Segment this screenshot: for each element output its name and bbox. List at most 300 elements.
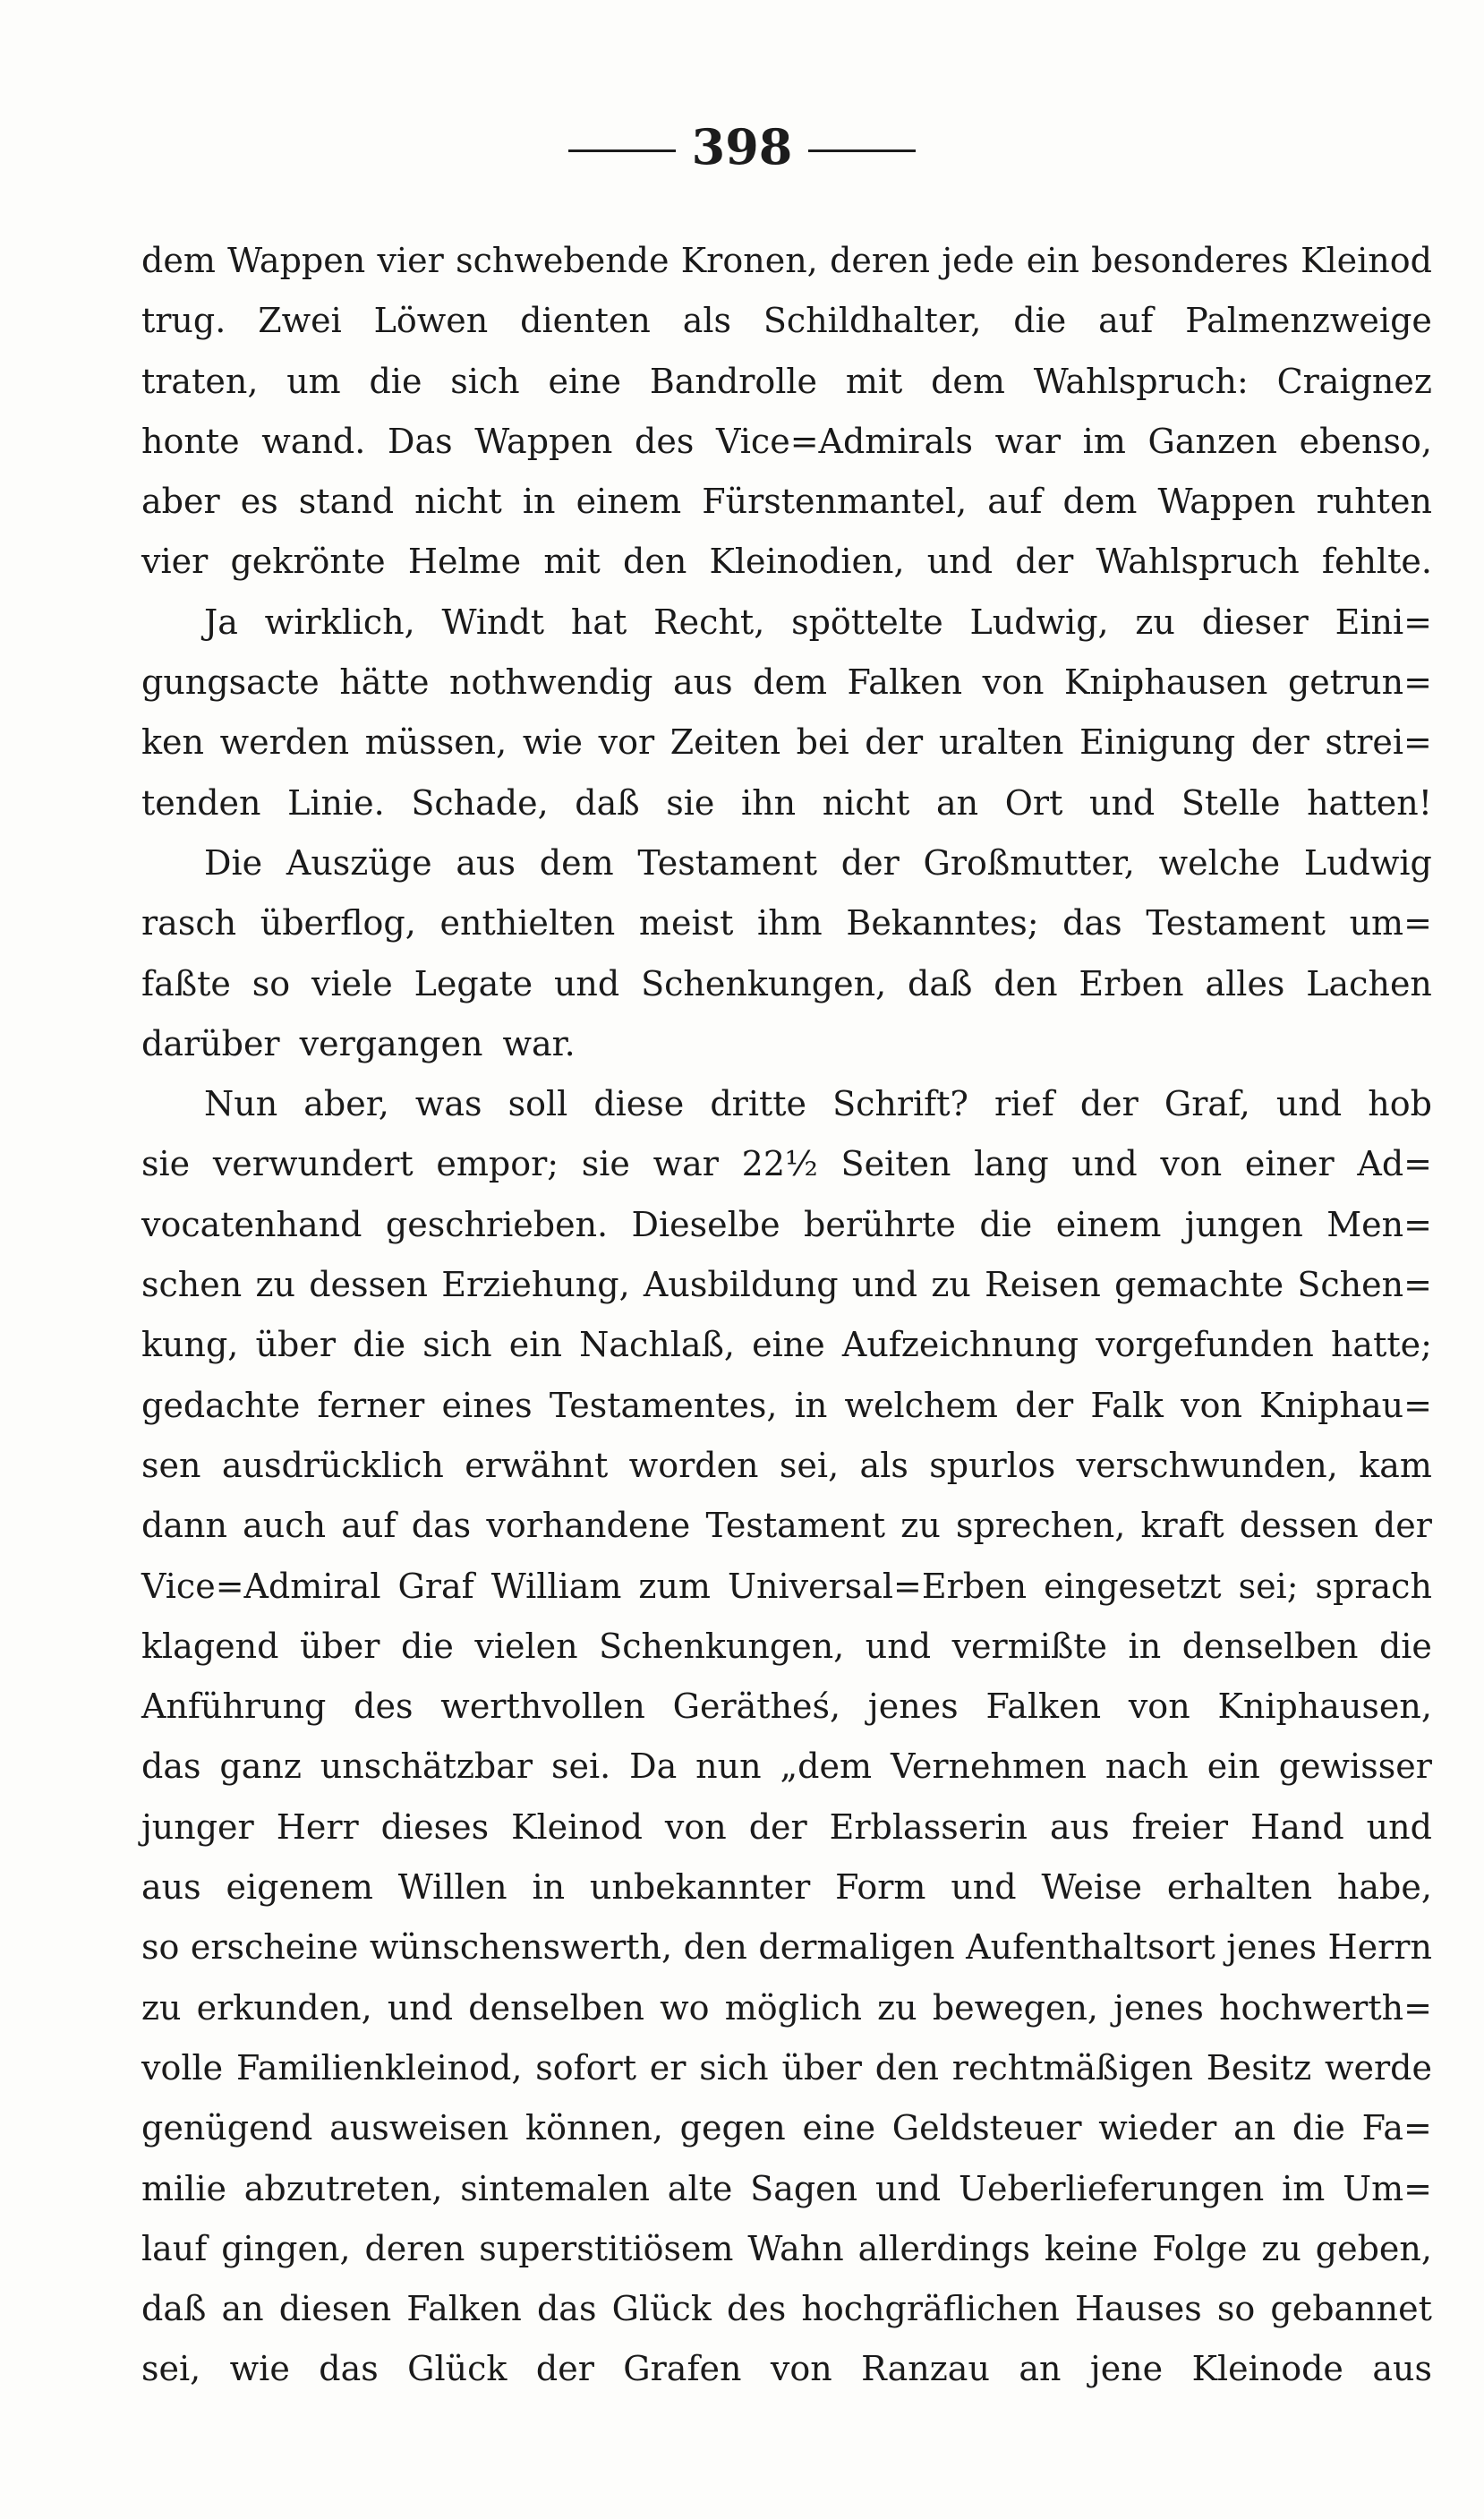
word: Um= <box>1343 2168 1432 2208</box>
word: müssen, <box>364 722 507 763</box>
word: Familienkleinod, <box>235 2047 523 2088</box>
word: erwähnt <box>465 1445 609 1485</box>
word: Zwei <box>258 301 342 341</box>
text-line <box>141 1255 1432 1315</box>
word: enthielten <box>439 903 616 944</box>
word: Schade, <box>411 782 549 823</box>
word: Seiten <box>840 1144 951 1184</box>
word: diesen <box>278 2289 392 2329</box>
word: Reisen <box>985 1265 1101 1305</box>
word: wand. <box>261 421 366 461</box>
word: meist <box>638 903 734 944</box>
word: Herrn <box>1327 1927 1432 1968</box>
word: ein <box>1026 241 1079 280</box>
word: einer <box>1244 1144 1335 1184</box>
word: die <box>979 1204 1033 1244</box>
word: Aufenthaltsort <box>966 1927 1215 1968</box>
word: von <box>770 2349 832 2389</box>
word: Ludwig, <box>969 602 1109 642</box>
word: rief <box>994 1084 1054 1124</box>
text-line <box>141 1677 1432 1737</box>
word: kam <box>1359 1445 1432 1485</box>
word: hatten! <box>1307 782 1432 823</box>
word: genügend <box>141 2108 313 2148</box>
word: und <box>1275 1084 1343 1124</box>
word: im <box>1082 421 1126 461</box>
word: dann <box>141 1506 227 1546</box>
word: eingesetzt <box>1044 1566 1222 1606</box>
word: Bandrolle <box>649 361 818 401</box>
text-line <box>141 1857 1432 1917</box>
word: Lachen <box>1306 963 1432 1003</box>
word: sei; <box>1238 1566 1299 1606</box>
word: alte <box>667 2168 733 2208</box>
word: jede <box>942 241 1015 280</box>
word: jenes <box>1113 1987 1204 2028</box>
word: in <box>532 1867 566 1908</box>
word: volle <box>141 2047 224 2088</box>
header-rule-left <box>568 149 676 152</box>
word: Wahlspruch <box>1096 542 1300 582</box>
header-rule-right <box>808 149 916 152</box>
word: Erben <box>1079 963 1184 1003</box>
word: so <box>1216 2289 1256 2329</box>
word: Kniphau= <box>1259 1385 1432 1425</box>
word: Herr <box>276 1806 359 1847</box>
word: gungsacte <box>141 662 320 703</box>
word: ihn <box>741 782 797 823</box>
word: daß <box>908 963 973 1003</box>
word: Schenkungen, <box>641 963 887 1003</box>
word: die <box>369 361 422 401</box>
word: hat <box>570 602 627 642</box>
word: von <box>664 1806 727 1847</box>
word: abzutreten, <box>243 2168 443 2208</box>
word: der <box>840 842 900 883</box>
text-line <box>141 1797 1432 1857</box>
word: Schildhalter, <box>763 301 982 341</box>
word: von <box>982 662 1045 703</box>
word: zum <box>638 1566 711 1606</box>
word: viele <box>311 963 393 1003</box>
word: erkunden, <box>196 1987 372 2028</box>
word: Kleinode <box>1191 2349 1343 2389</box>
word: bewegen, <box>932 1987 1099 2028</box>
word: Aufzeichnung <box>841 1325 1079 1365</box>
word: ausweisen <box>329 2108 509 2148</box>
word: deren <box>364 2228 465 2268</box>
word: milie <box>141 2168 226 2208</box>
word: geben, <box>1315 2228 1432 2268</box>
word: und <box>1071 1144 1138 1184</box>
word: die <box>400 1626 454 1666</box>
word: in <box>794 1385 828 1425</box>
word: Wappen <box>474 421 613 461</box>
word: unbekannter <box>589 1867 811 1908</box>
text-line <box>141 231 1432 291</box>
word: Universal=Erben <box>727 1566 1028 1606</box>
word: welche <box>1158 842 1281 883</box>
word: Ja <box>204 602 238 642</box>
text-line <box>141 1917 1432 1977</box>
word: dem <box>141 241 216 280</box>
word: jenes <box>1226 1927 1317 1968</box>
word: werthvollen <box>440 1686 645 1727</box>
word: um <box>286 361 341 401</box>
word: vorhandene <box>486 1506 691 1546</box>
word: so <box>141 1927 180 1968</box>
word: zu <box>1135 602 1175 642</box>
word: an <box>936 782 979 823</box>
word: worden <box>628 1445 759 1485</box>
word: nun <box>695 1746 762 1787</box>
word: gewisser <box>1278 1746 1432 1787</box>
word: rasch <box>141 903 237 944</box>
text-line <box>141 2098 1432 2158</box>
word: sofort <box>535 2047 636 2088</box>
word: allerdings <box>857 2228 1030 2268</box>
word: werden <box>219 722 350 763</box>
word: Kniphausen, <box>1217 1686 1432 1727</box>
word: hochgräflichen <box>801 2289 1060 2329</box>
word: besonderes <box>1091 241 1289 280</box>
word: um= <box>1349 903 1432 944</box>
word: erhalten <box>1166 1867 1313 1908</box>
word: der <box>1079 1084 1139 1124</box>
word: hob <box>1368 1084 1432 1124</box>
word: wie <box>522 722 584 763</box>
word: der <box>748 1806 807 1847</box>
word: verschwunden, <box>1076 1445 1338 1485</box>
word: Stelle <box>1181 782 1281 823</box>
text-line <box>141 1436 1432 1496</box>
word: und <box>951 1867 1017 1908</box>
word: sich <box>699 2047 769 2088</box>
word: alles <box>1205 963 1285 1003</box>
word: ken <box>141 722 204 763</box>
word: Großmutter, <box>923 842 1135 883</box>
word: Erziehung, <box>441 1265 630 1305</box>
word: Kleinodien, <box>709 542 905 582</box>
word: klagend <box>141 1626 279 1666</box>
word: sie <box>141 1144 191 1184</box>
word: spöttelte <box>791 602 943 642</box>
word: als <box>859 1445 908 1485</box>
text-line <box>141 1557 1432 1617</box>
word: den <box>994 963 1058 1003</box>
word: diese <box>593 1084 685 1124</box>
text-line <box>141 593 1432 653</box>
word: Folge <box>1152 2228 1248 2268</box>
word: William <box>490 1566 622 1606</box>
word: soll <box>507 1084 568 1124</box>
word: Grafen <box>623 2349 742 2389</box>
word: geschrieben. <box>385 1204 609 1244</box>
word: Craignez <box>1276 361 1432 401</box>
word: hätte <box>339 662 430 703</box>
word: den <box>683 1927 747 1968</box>
word: lauf <box>141 2228 208 2268</box>
word: Testamentes, <box>549 1385 778 1425</box>
word: denselben <box>468 1987 644 2028</box>
text-line <box>141 472 1432 532</box>
word: Erblasserin <box>829 1806 1028 1847</box>
word: dieses <box>380 1806 490 1847</box>
word: Ranzau <box>861 2349 990 2389</box>
text-line <box>141 352 1432 412</box>
word: Men= <box>1326 1204 1432 1244</box>
word: mit <box>543 542 601 582</box>
text-line <box>141 2159 1432 2219</box>
word: Weise <box>1041 1867 1143 1908</box>
text-line <box>141 532 1432 592</box>
word: Hand <box>1250 1806 1344 1847</box>
word: an <box>1233 2108 1276 2148</box>
word: zu <box>900 1506 941 1546</box>
word: schwebende <box>456 241 670 280</box>
word: Zeiten <box>670 722 781 763</box>
word: habe, <box>1336 1867 1432 1908</box>
word: was <box>414 1084 482 1124</box>
word: verwundert <box>212 1144 414 1184</box>
word: „dem <box>780 1746 873 1787</box>
text-line <box>141 954 1432 1014</box>
word: Graf <box>397 1566 474 1606</box>
word: freier <box>1131 1806 1229 1847</box>
word: sintemalen <box>460 2168 650 2208</box>
word: berührte <box>804 1204 956 1244</box>
word: Kronen, <box>680 241 818 280</box>
word: zu <box>141 1987 182 2028</box>
word: Einigung <box>1079 722 1236 763</box>
word: sich <box>422 1325 492 1365</box>
word: als <box>682 301 732 341</box>
word: Nachlaß, <box>579 1325 735 1365</box>
word: Legate <box>414 963 533 1003</box>
word: darüber <box>141 1023 280 1063</box>
word: rechtmäßigen <box>951 2047 1193 2088</box>
word: dem <box>931 361 1005 401</box>
word: spurlos <box>929 1445 1056 1485</box>
word: Wappen <box>227 241 366 280</box>
word: bei <box>796 722 849 763</box>
word: Besitz <box>1206 2047 1312 2088</box>
word: Wahlspruch: <box>1033 361 1249 401</box>
word: wieder <box>1098 2108 1217 2148</box>
text-line <box>141 291 1432 351</box>
word: unschätzbar <box>320 1746 533 1787</box>
word: strei= <box>1325 722 1432 763</box>
word: eine <box>802 2108 876 2148</box>
word: sich <box>450 361 520 401</box>
word: über <box>781 2047 862 2088</box>
word: daß <box>575 782 640 823</box>
word: wünschenswerth, <box>369 1927 673 1968</box>
text-line <box>141 773 1432 833</box>
word: dienten <box>520 301 651 341</box>
word: Schenkungen, <box>599 1626 845 1666</box>
word: Schrift? <box>832 1084 968 1124</box>
word: daß <box>141 2289 207 2329</box>
word: mit <box>845 361 903 401</box>
word: Kleinod <box>511 1806 643 1847</box>
word: Kleinod <box>1301 241 1432 280</box>
word: des <box>726 2289 787 2329</box>
word: trug. <box>141 301 226 341</box>
word: in <box>522 482 556 522</box>
word: wie <box>229 2349 290 2389</box>
word: Glück <box>407 2349 507 2389</box>
word: das <box>411 1506 472 1546</box>
word: und <box>1088 782 1156 823</box>
word: vermißte <box>951 1626 1108 1666</box>
word: und <box>926 542 994 582</box>
word: Ganzen <box>1147 421 1277 461</box>
word: sen <box>141 1445 201 1485</box>
word: er <box>649 2047 687 2088</box>
word: gemachte <box>1114 1265 1284 1305</box>
word: ferner <box>317 1385 425 1425</box>
word: nothwendig <box>449 662 653 703</box>
word: nach <box>1104 1746 1189 1787</box>
word: uralten <box>938 722 1064 763</box>
word: Vernehmen <box>890 1746 1087 1787</box>
word: jene <box>1089 2349 1164 2389</box>
word: auf <box>987 482 1043 522</box>
word: dritte <box>710 1084 807 1124</box>
word: das <box>536 2289 597 2329</box>
word: über <box>299 1626 380 1666</box>
word: hochwerth= <box>1219 1987 1432 2028</box>
word: sie <box>666 782 715 823</box>
word: werde <box>1324 2047 1432 2088</box>
word: wirklich, <box>264 602 415 642</box>
word: Ausbildung <box>643 1265 839 1305</box>
word: ihm <box>757 903 823 944</box>
word: ganz <box>219 1746 302 1787</box>
word: Willen <box>397 1867 507 1908</box>
word: gebannet <box>1270 2289 1432 2329</box>
word: auch <box>243 1506 327 1546</box>
word: vergangen <box>299 1023 483 1063</box>
word: Ludwig <box>1303 842 1432 883</box>
word: Löwen <box>373 301 489 341</box>
word: aber <box>141 482 220 522</box>
word: Falken <box>847 662 963 703</box>
word: Linie. <box>287 782 385 823</box>
word: der <box>1250 722 1309 763</box>
word: denselben <box>1181 1626 1359 1666</box>
word: Sagen <box>750 2168 858 2208</box>
word: und <box>1366 1806 1432 1847</box>
word: des <box>354 1686 414 1727</box>
word: an <box>221 2289 264 2329</box>
word: ruhten <box>1316 482 1432 522</box>
word: jenes <box>867 1686 959 1727</box>
word: dessen <box>1239 1506 1359 1546</box>
word: dessen <box>309 1265 428 1305</box>
body-text <box>141 231 1432 2400</box>
word: und <box>851 1265 918 1305</box>
word: des <box>635 421 695 461</box>
word: Recht, <box>653 602 765 642</box>
word: von <box>1160 1144 1223 1184</box>
word: Schen= <box>1297 1265 1432 1305</box>
word: es <box>240 482 278 522</box>
word: Geldsteuer <box>891 2108 1082 2148</box>
text-line <box>141 1315 1432 1375</box>
word: eine <box>548 361 622 401</box>
word: sei, <box>779 1445 840 1485</box>
word: können, <box>525 2108 663 2148</box>
word: dem <box>1062 482 1138 522</box>
word: Bekanntes; <box>846 903 1039 944</box>
word: Fürstenmantel, <box>702 482 968 522</box>
word: Hauses <box>1075 2289 1202 2329</box>
word: Da <box>629 1746 678 1787</box>
text-line <box>141 653 1432 713</box>
word: an <box>1019 2349 1062 2389</box>
word: das <box>141 1746 201 1787</box>
word: welchem <box>844 1385 998 1425</box>
word: Vice=Admirals <box>716 421 973 461</box>
word: einem <box>1055 1204 1162 1244</box>
word: Anführung <box>141 1686 327 1727</box>
word: Das <box>388 421 453 461</box>
word: der <box>535 2349 594 2389</box>
word: vier <box>141 542 209 582</box>
word: Gerätheś, <box>672 1686 841 1727</box>
word: überflog, <box>260 903 416 944</box>
text-line <box>141 1978 1432 2038</box>
word: der <box>1015 542 1074 582</box>
word: Testament <box>705 1506 886 1546</box>
word: Die <box>204 842 263 883</box>
word: gegen <box>679 2108 786 2148</box>
word: zu <box>931 1265 971 1305</box>
word: ein <box>508 1325 562 1365</box>
word: das <box>319 2349 379 2389</box>
word: erscheine <box>190 1927 359 1968</box>
word: vocatenhand <box>141 1204 362 1244</box>
word: die <box>1292 2108 1345 2148</box>
word: ebenso, <box>1299 421 1432 461</box>
word: so <box>252 963 291 1003</box>
word: gingen, <box>221 2228 351 2268</box>
word: eine <box>752 1325 825 1365</box>
word: auf <box>1098 301 1154 341</box>
word: deren <box>830 241 931 280</box>
word: und <box>553 963 620 1003</box>
word: Wappen <box>1157 482 1296 522</box>
word: superstitiösem <box>479 2228 734 2268</box>
word: aus <box>141 1867 201 1908</box>
word: das <box>1062 903 1122 944</box>
word: dieser <box>1201 602 1309 642</box>
word: vor <box>598 722 655 763</box>
word: dermaligen <box>758 1927 955 1968</box>
word: fehlte. <box>1321 542 1432 582</box>
page-number: 398 <box>691 118 793 175</box>
word: aus <box>1049 1806 1110 1847</box>
word: war <box>652 1144 719 1184</box>
word: Eini= <box>1335 602 1432 642</box>
word: der <box>1373 1506 1432 1546</box>
word: aus <box>1372 2349 1432 2389</box>
word: nicht <box>414 482 502 522</box>
word: vorgefunden <box>1096 1325 1314 1365</box>
word: sie <box>581 1144 630 1184</box>
